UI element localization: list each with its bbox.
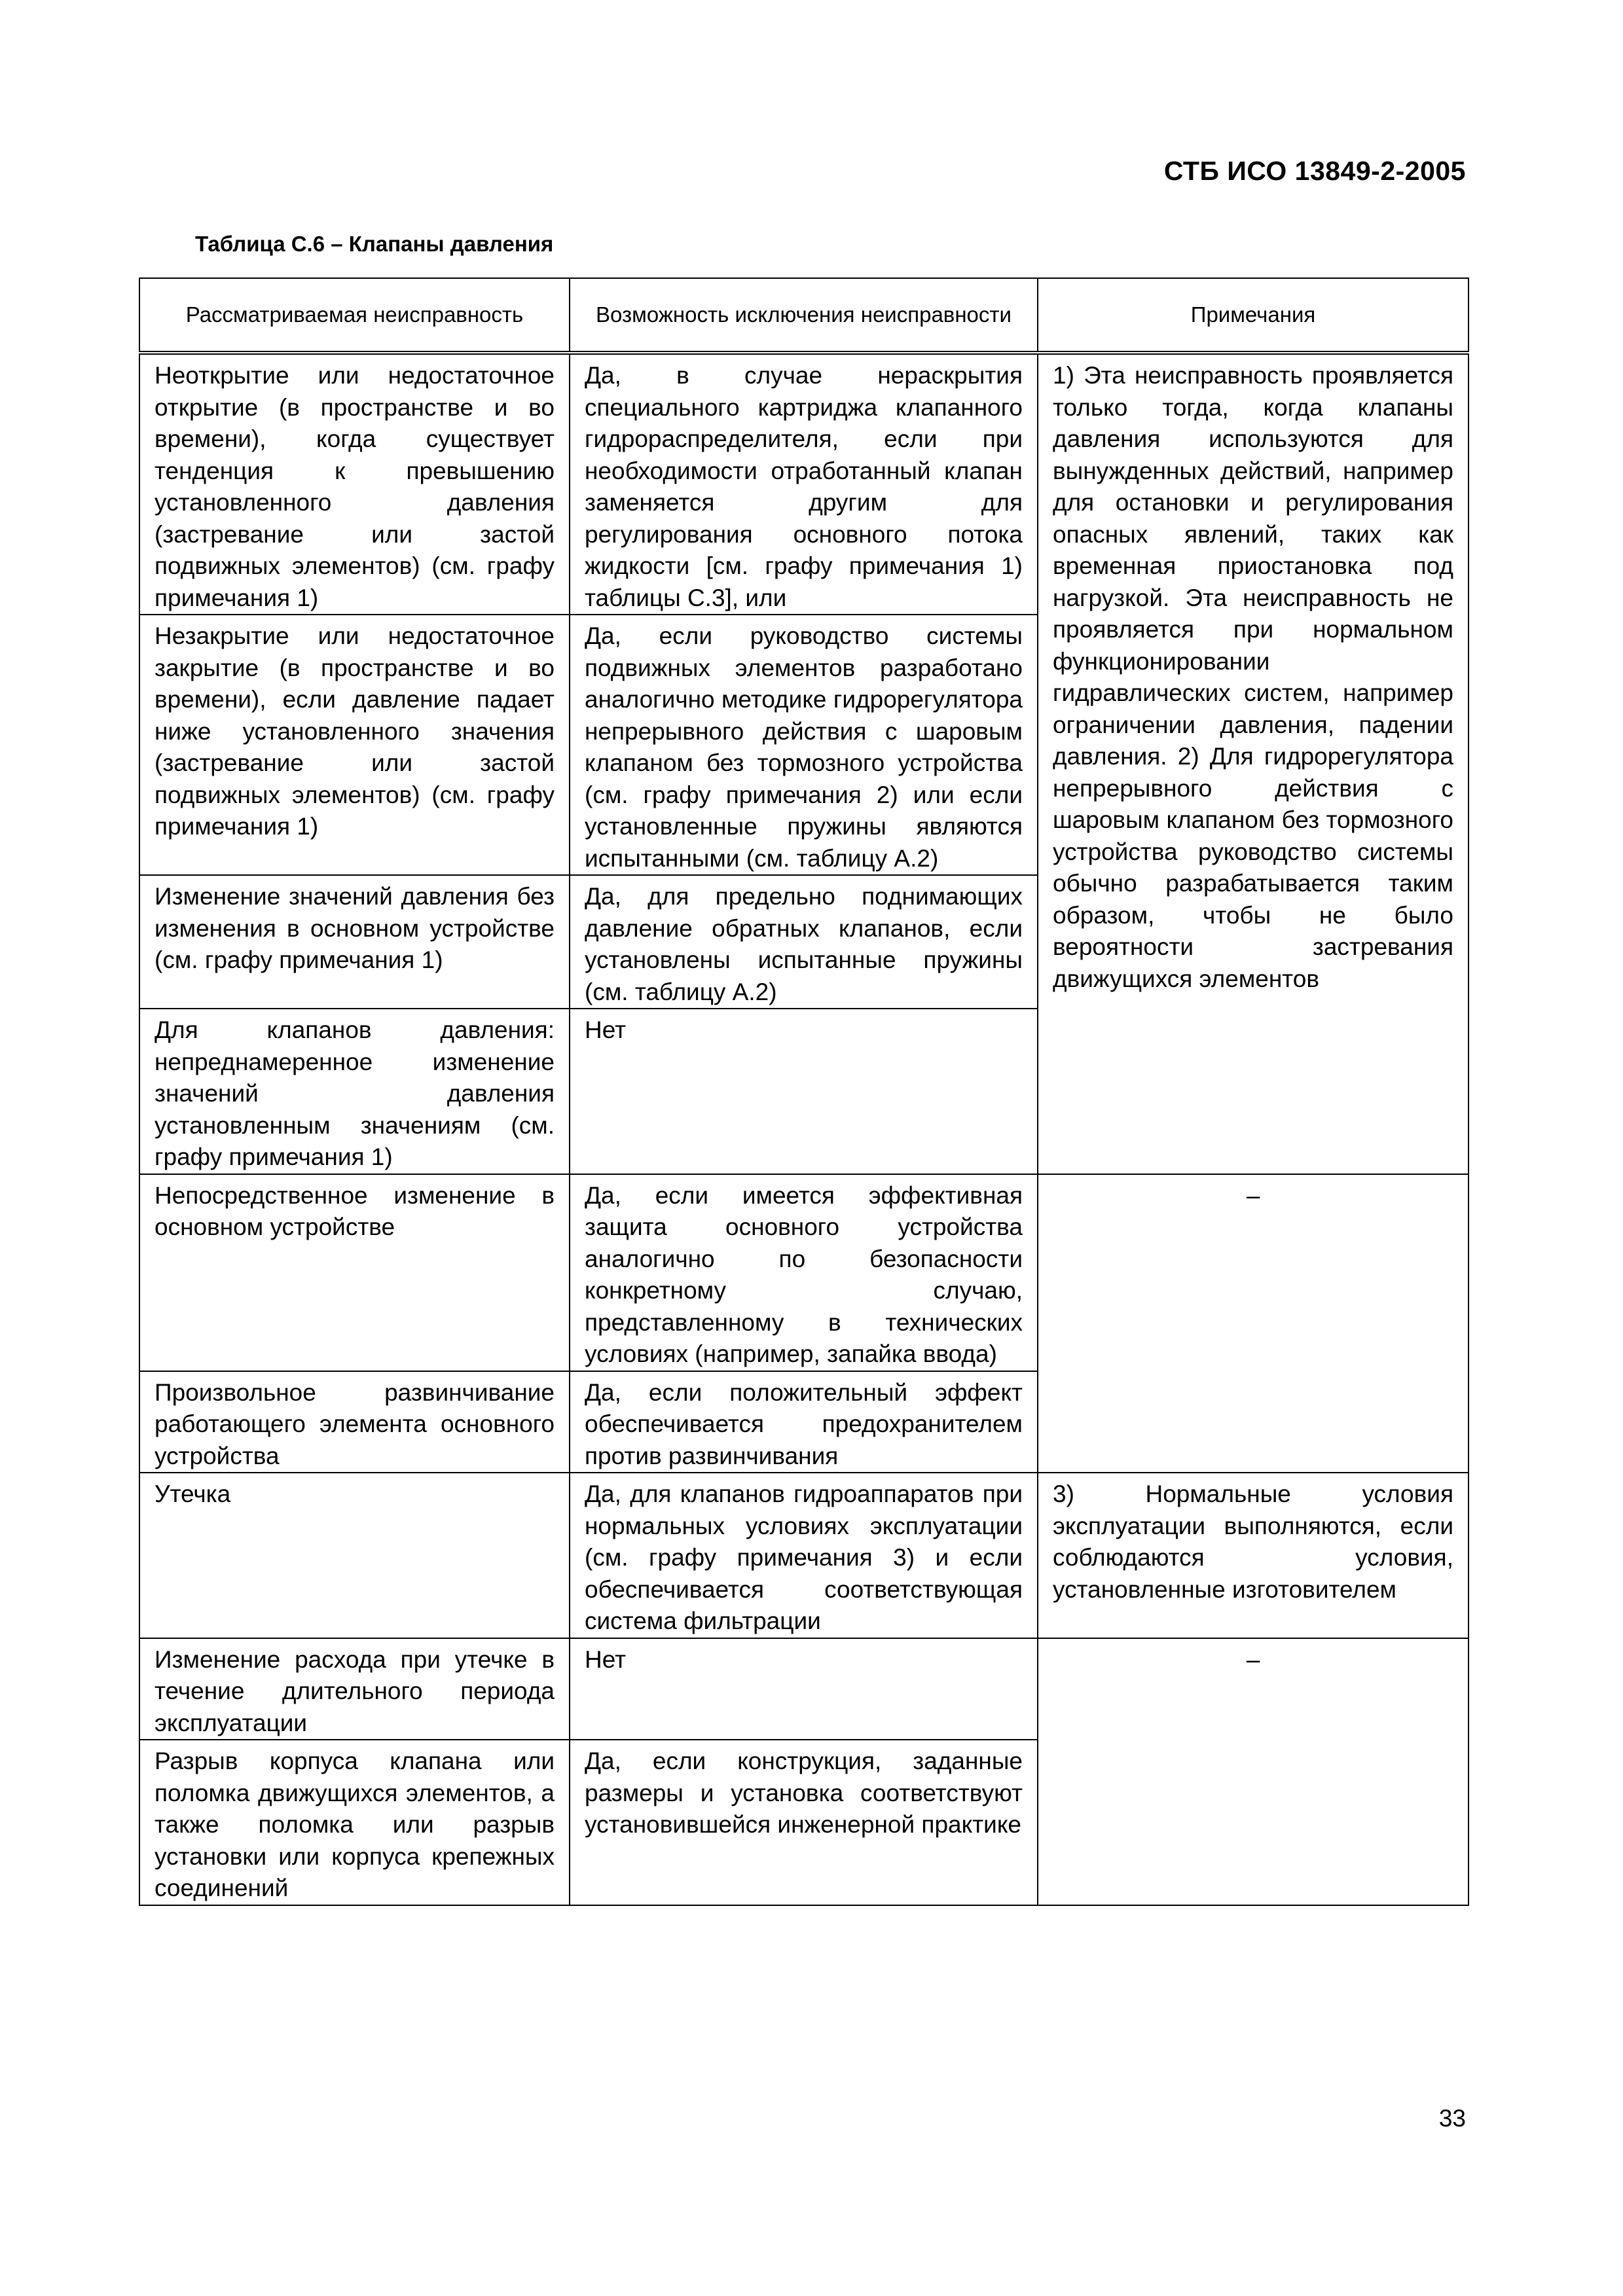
fault-cell: Для клапанов давления: непреднамеренное изменение значений давления установленным значениям (см. графу примечания 1): [139, 1009, 570, 1174]
pressure-valves-table: [139, 278, 1469, 1906]
fault-cell: Незакрытие или недостаточное закрытие (в пространстве и во времени), если давление падает ниже установленного значения (застревание или застой подвижных элементов) (см. графу примечания 1): [139, 615, 570, 875]
fault-cell: Утечка: [139, 1473, 570, 1638]
table-header-row: [139, 278, 1468, 353]
exclusion-cell: Нет: [570, 1009, 1038, 1174]
standard-code: СТБ ИСО 13849-2-2005: [1163, 156, 1466, 186]
notes-dash-cell: –: [1038, 1638, 1468, 1905]
fault-cell: Произвольное развинчивание работающего элемента основного устройства: [139, 1371, 570, 1473]
exclusion-cell: Да, если конструкция, заданные размеры и установка соответствуют установившейся инженерной практике: [570, 1740, 1038, 1905]
exclusion-cell: Да, если положительный эффект обеспечивается предохранителем против развинчивания: [570, 1371, 1038, 1473]
page-number: 33: [1438, 2105, 1466, 2132]
fault-cell: Изменение расхода при утечке в течение длительного периода эксплуатации: [139, 1638, 570, 1740]
exclusion-cell: Да, в случае нераскрытия специального картриджа клапанного гидрораспределителя, если при необходимости отработанный клапан заменяется другим для регулирования основного потока жидкости [см. графу примечания 1) таблицы С.3], или: [570, 353, 1038, 615]
column-header-fault: Рассматриваемая неисправность: [139, 278, 570, 353]
table-row: [139, 1473, 1468, 1638]
table-title: Таблица С.6 – Клапаны давления: [195, 232, 554, 256]
notes-dash-cell: –: [1038, 1174, 1468, 1473]
fault-cell: Разрыв корпуса клапана или поломка движущихся элементов, а также поломка или разрыв установки или корпуса крепежных соединений: [139, 1740, 570, 1905]
exclusion-cell: Нет: [570, 1638, 1038, 1740]
exclusion-cell: Да, для предельно поднимающих давление обратных клапанов, если установлены испытанные пружины (см. таблицу А.2): [570, 875, 1038, 1009]
column-header-notes: Примечания: [1038, 278, 1468, 353]
fault-cell: Изменение значений давления без изменения в основном устройстве (см. графу примечания 1): [139, 875, 570, 1009]
exclusion-cell: Да, для клапанов гидроаппаратов при нормальных условиях эксплуатации (см. графу примечания 3) и если обеспечивается соответствующая система фильтрации: [570, 1473, 1038, 1638]
exclusion-cell: Да, если имеется эффективная защита основного устройства аналогично по безопасности конкретному случаю, представленному в технических условиях (например, запайка ввода): [570, 1174, 1038, 1371]
fault-cell: Непосредственное изменение в основном устройстве: [139, 1174, 570, 1371]
exclusion-cell: Да, если руководство системы подвижных элементов разработано аналогично методике гидрорегулятора непрерывного действия с шаровым клапаном без тормозного устройства (см. графу примечания 2) или если установленные пружины являются испытанными (см. таблицу А.2): [570, 615, 1038, 875]
notes-cell: 1) Эта неисправность проявляется только тогда, когда клапаны давления используются для вынужденных действий, например для остановки и регулирования опасных явлений, таких как временная приостановка под нагрузкой. Эта неисправность не проявляется при нормальном функционировании гидравлических систем, например ограничении давления, падении давления. 2) Для гидрорегулятора непрерывного действия с шаровым клапаном без тормозного устройства руководство системы обычно разрабатывается таким образом, чтобы не было вероятности застревания движущихся элементов: [1038, 353, 1468, 1174]
table-row: [139, 1638, 1468, 1740]
fault-cell: Неоткрытие или недостаточное открытие (в пространстве и во времени), когда существует тенденция к превышению установленного давления (застревание или застой подвижных элементов) (см. графу примечания 1): [139, 353, 570, 615]
table-row: [139, 353, 1468, 615]
table-row: [139, 1174, 1468, 1371]
notes-cell: 3) Нормальные условия эксплуатации выполняются, если соблюдаются условия, установленные изготовителем: [1038, 1473, 1468, 1638]
column-header-exclusion: Возможность исключения неисправности: [570, 278, 1038, 353]
